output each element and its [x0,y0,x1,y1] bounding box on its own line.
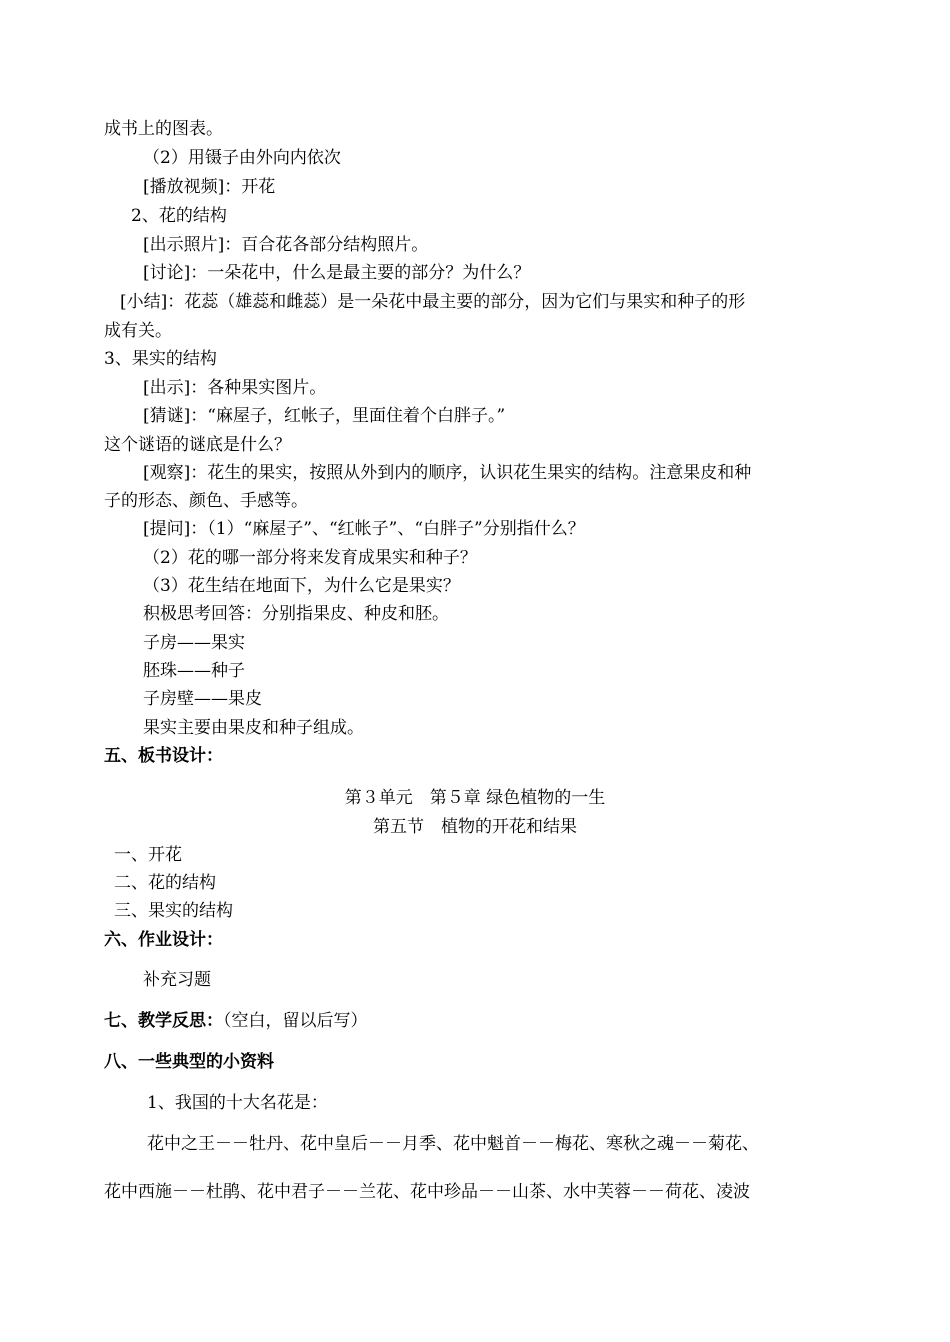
text-line: [猜谜]：“麻屋子，红帐子，里面住着个白胖子。” [143,406,506,426]
text-line: [观察]：花生的果实，按照从外到内的顺序，认识花生果实的结构。注意果皮和种 [143,463,752,483]
text-line: 一、开花 [114,845,182,865]
text-line: 二、花的结构 [114,873,216,893]
text-line: 三、果实的结构 [114,901,233,921]
text-line: [小结]：花蕊（雄蕊和雌蕊）是一朵花中最主要的部分，因为它们与果实和种子的形 [120,292,746,312]
text-line: [提问]：（1）“麻屋子”、“红帐子”、“白胖子”分别指什么？ [143,519,585,539]
board-title: 第３单元 第５章 绿色植物的一生 [344,788,606,808]
section-heading: 五、板书设计： [104,746,223,766]
text-line: 2、花的结构 [131,206,227,226]
text-line: 这个谜语的谜底是什么？ [104,435,291,455]
text-line: 补充习题 [143,970,211,990]
section-heading: 八、一些典型的小资料 [104,1052,274,1072]
board-subtitle: 第五节 植物的开花和结果 [373,817,577,837]
text-line: 果实主要由果皮和种子组成。 [143,718,364,738]
text-line: （2）用镊子由外向内依次 [143,148,341,168]
text-line: 花中西施－－杜鹃、花中君子－－兰花、花中珍品－－山茶、水中芙蓉－－荷花、凌波 [104,1182,750,1202]
section-heading: 七、教学反思： [104,1011,223,1031]
text-line: （2）花的哪一部分将来发育成果实和种子？ [143,548,477,568]
text-line: 积极思考回答：分别指果皮、种皮和胚。 [143,604,449,624]
text-line: 成有关。 [104,321,172,341]
text-line: 子的形态、颜色、手感等。 [104,491,308,511]
text-line: 花中之王－－牡丹、花中皇后－－月季、花中魁首－－梅花、寒秋之魂－－菊花、 [147,1134,759,1154]
text-line: [出示]：各种果实图片。 [143,378,327,398]
text-line: 胚珠——种子 [143,661,245,681]
text-line: （3）花生结在地面下，为什么它是果实？ [143,576,460,596]
text-line: 子房——果实 [143,633,245,653]
section-heading: 六、作业设计： [104,930,223,950]
text-line: [讨论]：一朵花中，什么是最主要的部分？为什么？ [143,263,531,283]
text-line: （空白，留以后写） [223,1011,368,1031]
text-line: 1、我国的十大名花是： [147,1093,328,1113]
text-line: [播放视频]：开花 [143,177,276,197]
text-line: 子房壁——果皮 [143,689,262,709]
text-line: [出示照片]：百合花各部分结构照片。 [143,235,429,255]
text-line: 3、果实的结构 [104,349,217,369]
reflection-line [104,1010,368,1032]
text-line: 成书上的图表。 [104,119,223,139]
